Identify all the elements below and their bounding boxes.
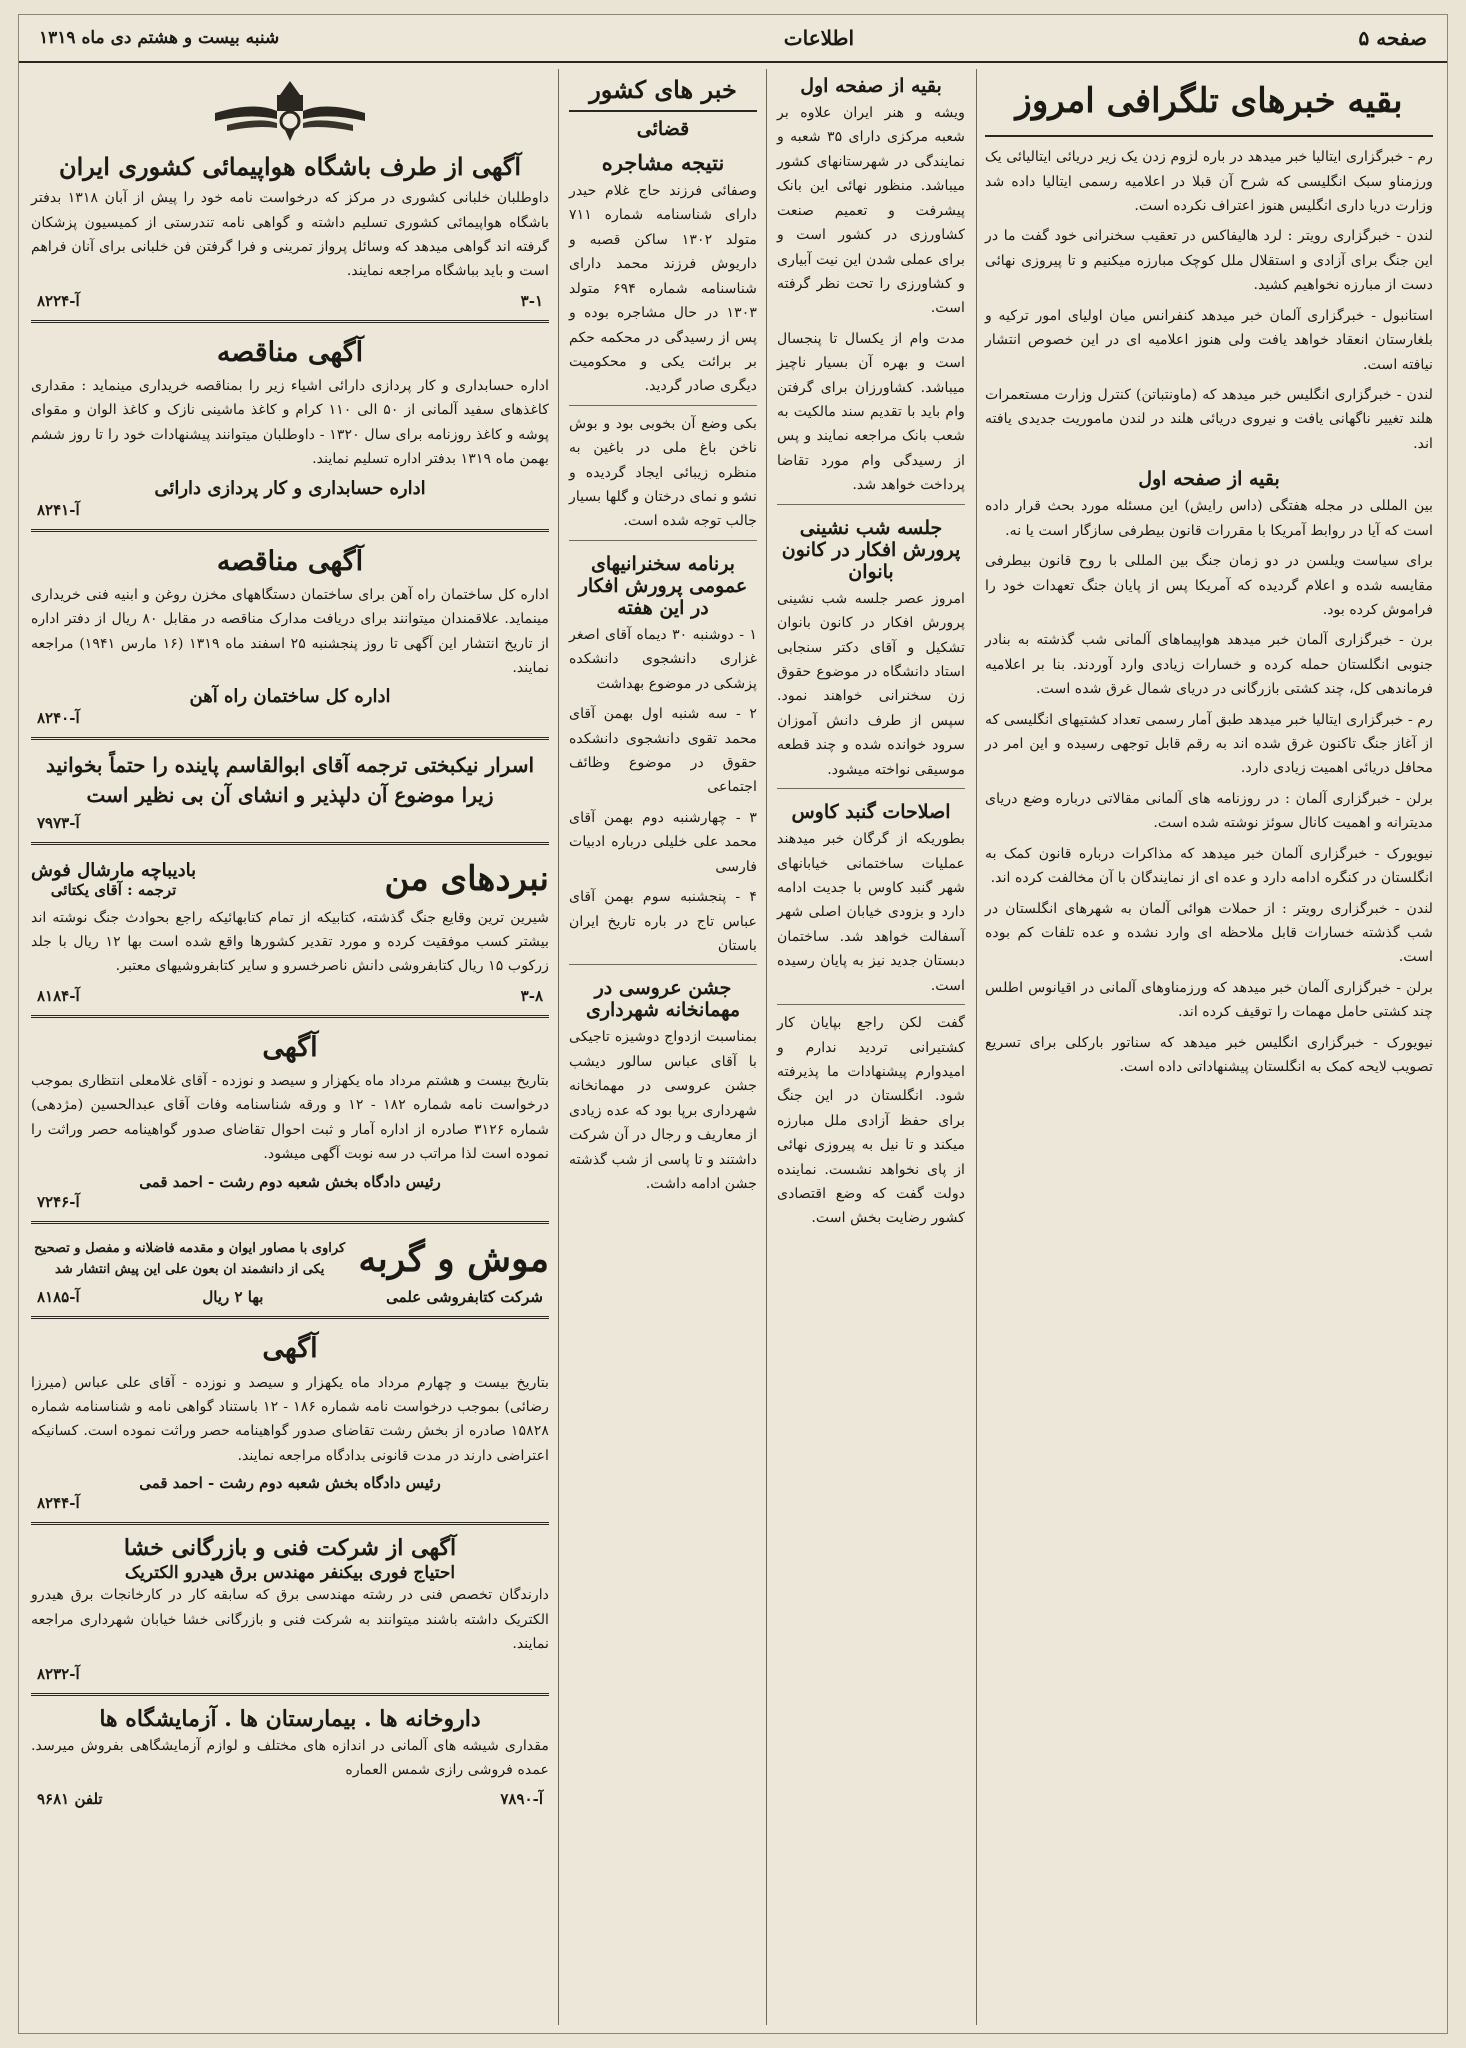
ad-text: بتاریخ بیست و چهارم مرداد ماه یکهزار و سیصد و نوزده - آقای علی عباس (میرزا رضائی) بموجب درخواست نامه شماره ۱۸۶ - ۱۲ باستناد گواهی نامه و شناسنامه شماره ۱۵۸۲۸ صادره از بخش رشت تقاضای صدور گواهینامه حصر وراثت نموده است. کسانیکه اعتراضی دارند در مدت قانونی بدادگاه مراجعه نمایند.: [31, 1374, 550, 1464]
telegraph-headline: بقیه خبرهای تلگرافی امروز: [985, 69, 1433, 137]
article-text: امروز عصر جلسه شب نشینی پرورش افکار در کانون بانوان تشکیل و آقای دکتر سنجابی استاد دانشگاه در موضوع حقوق زن سخنرانی خواهند نمود. سپس از طرف دانش آموزان سرود خوانده شده و چند قطعه موسیقی نواخته میشود.: [777, 590, 965, 778]
masthead: [19, 15, 1447, 63]
news-item: برلن - خبرگزاری آلمان : در روزنامه های آلمانی مقالاتی درباره وضع دریای مدیترانه و اهمیت کانال سوئز نوشته شده است.: [985, 790, 1433, 832]
news-item: نیویورک - خبرگزاری انگلیس خبر میدهد که سناتور بارکلی برای تسریع تصویب لایحه کمک به انگلستان پیشنهاداتی داده است.: [985, 1034, 1433, 1076]
news-item: رم - خبرگزاری ایتالیا خبر میدهد طبق آمار رسمی تعداد کشتیهای انگلیسی که از آغاز جنگ تاکنون غرق شده اند به رقم قابل توجهی رسیده و این امر در محافل دریائی اهمیت زیادی دارد.: [985, 711, 1433, 777]
ad-phone: تلفن ۹۶۸۱: [37, 1790, 103, 1809]
ad-text: اداره حسابداری و کار پردازی دارائی اشیاء زیر را بمناقصه خریداری مینماید : مقداری کاغذهای سفید آلمانی از ۵۰ الی ۱۱۰ کرام و کاغذ ماشینی نازک و کاغذ الوان و مقوای پوشه و کاغذ روزنامه برای سال ۱۳۲۰ - داوطلبان میتوانند پیشنهادات خود را تا روز ششم بهمن ماه ۱۳۱۹ بدفتر اداره تسلیم نمایند.: [31, 377, 549, 468]
ad-ref: آ-۸۱۸۵: [37, 1288, 80, 1307]
ad-text: اداره کل ساختمان راه آهن برای ساختمان دستگاههای مخزن روغن و ابنیه فنی خریداری مینماید. علاقمندان میتوانند برای دریافت مدارک مناقصه در مقابل ۸۰ ریال از دفتر اداره از تاریخ انتشار این آگهی تا روز پنجشنبه ۲۵ اسفند ماه ۱۳۱۹ (۱۶ مارس ۱۹۴۱) مراجعه نمایند.: [31, 586, 549, 677]
ad-title: آگهی: [262, 1031, 318, 1063]
newspaper-page: [18, 14, 1448, 2034]
ad-ref: آ-۸۱۸۴: [37, 986, 80, 1005]
article-title: جلسه شب نشینی پرورش افکار در کانون بانوان: [781, 516, 961, 583]
ad-ref: آ-۷۸۹۰: [500, 1790, 543, 1809]
ad-ref: آ-۷۲۴۶: [37, 1192, 80, 1211]
article-text: وصفائی فرزند حاج غلام حیدر دارای شناسنامه شماره ۷۱۱ متولد ۱۳۰۲ ساکن قصبه و داریوش فرزند محمد دارای شناسنامه شماره ۶۹۴ متولد ۱۳۰۳ در حال مشاجره بوده و پس از رسیدگی در محکمه حکم بر برائت یکی و محکومیت دیگری صادر گردید.: [569, 183, 757, 395]
continued-column: [771, 69, 971, 2025]
advertisements-column: [25, 69, 555, 2025]
domestic-headline: خبر های کشور: [569, 69, 757, 112]
ad-ref: آ-۸۲۲۴: [37, 291, 80, 310]
ad-subtitle: کراوی با مصاور ایوان و مقدمه فاضلانه و مفصل و تصحیح یکی از دانشمند ان بعون علی این پیش انتشار شد: [34, 1240, 346, 1278]
ad-title: آگهی مناقصه: [216, 545, 364, 577]
ad-title: داروخانه ها . بیمارستان ها . آزمایشگاه ها: [99, 1705, 481, 1732]
column-rule: [766, 69, 767, 2025]
article-title: برنامه سخنرانیهای عمومی پرورش افکار در این هفته: [578, 552, 748, 619]
continued-label: بقیه از صفحه اول: [1138, 468, 1280, 491]
news-item: لندن - خبرگزاری انگلیس خبر میدهد که (ماونتباتن) کنترل وزارت مستعمرات هلند تغییر ناگهانی یافت و نیروی دریائی هلند در لندن ماموریت جدیدی یافته اند.: [985, 386, 1433, 452]
ad-title: آگهی مناقصه: [216, 336, 364, 368]
ad-ref: ۳-۱: [520, 291, 543, 310]
article-text: بمناسبت ازدواج دوشیزه تاجیکی با آقای عباس سالور دیشب جشن عروسی در مهمانخانه شهرداری برپا بود که عده زیادی از معاریف و رجال در آن شرکت داشتند و تا پاسی از شب گذشته جشن ادامه داشت.: [569, 1029, 757, 1192]
domestic-news-column: [563, 69, 763, 2025]
ad-ref: آ-۷۹۷۳: [37, 814, 80, 833]
news-item: برن - خبرگزاری آلمان خبر میدهد هواپیماهای آلمانی شب گذشته به بنادر جنوبی انگلستان حمله کرده و خسارات زیادی وارد آوردند. بنا بر اعلامیه فرماندهی کل، چند کشتی بازرگانی در دریای شمال غرق شده است.: [985, 632, 1433, 698]
ad-text: بتاریخ بیست و هشتم مرداد ماه یکهزار و سیصد و نوزده - آقای غلامعلی انتظاری بموجب درخواست نامه شماره ۱۸۲ - ۱۲ و ورقه شناسنامه وفات آقای عبدالحسین (مژدهی) شماره ۳۱۲۶ صادره از اداره آمار و ثبت احوال تقاضای صدور گواهینامه حصر وراثت را نموده است لذا مراتب در سه نوبت آگهی میشود.: [31, 1072, 550, 1163]
ad-text: دارندگان تخصص فنی در رشته مهندسی برق که سابقه کار در کارخانجات برق هیدرو الکتریک داشته باشند میتوانند به شرکت فنی و بازرگانی خشا خیابان شهرداری مراجعه نمایند.: [31, 1587, 549, 1653]
news-item: لندن - خبرگزاری رویتر : از حملات هوائی آلمان به شهرهای انگلستان در شب گذشته خسارات قابل ملاحظه ای وارد نشده و عده تلفات کم بوده است.: [985, 900, 1433, 966]
column-rule: [976, 69, 977, 2025]
ad-ref: ۳-۸: [520, 986, 543, 1005]
article-text: مدت وام از یکسال تا پنجسال است و بهره آن بسیار ناچیز میباشد. کشاورزان برای گرفتن وام باید با تقدیم سند مالکیت به شعب بانک مراجعه نمایند و پس از رسیدگی وام مورد تقاضا پرداخت خواهد شد.: [777, 330, 965, 494]
ad-ref: آ-۸۲۳۲: [37, 1664, 80, 1683]
news-item: لندن - خبرگزاری رویتر : لرد هالیفاکس در تعقیب سخنرانی خود گفت ما در این جنگ برای آزادی و استقلال ملل کوچک مبارزه میکنیم و تا پیروزی نهائی دست از مبارزه نخواهیم کشید.: [985, 228, 1433, 294]
news-item: رم - خبرگزاری ایتالیا خبر میدهد در باره لزوم زدن یک زیر دریائی ایتالیائی یک ورزمناو سبک انگلیسی که شرح آن قبلا در اعلامیه رسمی ایتالیا داده شد وزارت دریا داری انگلیس هنوز اعتراف نکرده است.: [985, 149, 1433, 215]
ad-ref: آ-۸۲۴۱: [37, 500, 80, 519]
ad-signature: اداره کل ساختمان راه آهن: [189, 686, 391, 708]
ad-title: نبردهای من: [384, 859, 549, 900]
ad-text: مقداری شیشه های آلمانی در اندازه های مختلف و لوازم آزمایشگاهی بفروش میرسد. عمده فروشی رازی شمس العماره: [31, 1737, 549, 1778]
ad-publisher: شرکت کتابفروشی علمی: [386, 1288, 543, 1307]
article-title: جشن عروسی در مهمانخانه شهرداری: [585, 977, 741, 1022]
article-text: ویشه و هنر ایران علاوه بر شعبه مرکزی دارای ۳۵ شعبه و نمایندگی در شهرستانهای کشور میباشد. منظور نهائی این بانک پیشرفت و تعمیم صنعت کشاورزی در کشور است و برای عملی شدن این نیت آبیاری و کشاورزی را تحت نظر گرفته است.: [777, 105, 965, 317]
ad-translator: ترجمه : آقای یکتائی: [50, 881, 177, 900]
ad-title: موش و گربه: [358, 1237, 549, 1280]
news-item: استانبول - خبرگزاری آلمان خبر میدهد کنفرانس میان اولیای امور ترکیه و بلغارستان انعقاد خواهد یافت ولی هنوز اعلامیه ای در این خصوص انتشار نیافته است.: [985, 307, 1433, 373]
ad-price: بها ۲ ریال: [202, 1288, 264, 1307]
news-item: بین المللی در مجله هفتگی (داس رایش) این مسئله مورد بحث قرار داده است که آیا در روابط آمریکا با مقررات قانون بیطرفی سازگار است یا نه.: [985, 498, 1433, 539]
list-item: ۱ - دوشنبه ۳۰ دیماه آقای اصغر غزاری دانشجوی دانشکده پزشکی در موضوع بهداشت: [569, 626, 757, 692]
crown-emblem: [31, 69, 549, 147]
ad-title: آگهی از شرکت فنی و بازرگانی خشا: [123, 1535, 457, 1562]
ad-ref: آ-۸۲۴۴: [37, 1494, 80, 1513]
ad-ref: آ-۸۲۴۰: [37, 709, 80, 728]
issue-date: شنبه بیست و هشتم دی ماه ۱۳۱۹: [39, 28, 280, 48]
article-text: گفت لکن راجع بپایان کار کشتیرانی تردید ندارم و امیدوارم پیشنهادات ما پذیرفته شود. انگلستان در این جنگ برای حفظ آزادی ملل مبارزه میکند و تا نیل به پیروزی نهائی از پای نخواهد نشست. نماینده دولت گفت که وضع اقتصادی کشور رضایت بخش است.: [777, 1015, 965, 1227]
telegraph-news-column: [979, 69, 1439, 2025]
continued-label: بقیه از صفحه اول: [800, 75, 942, 97]
ad-signature: رئیس دادگاه بخش شعبه دوم رشت - احمد قمی: [139, 1172, 441, 1191]
ad-signature: اداره حسابداری و کار پردازی دارائی: [154, 477, 426, 499]
newspaper-title: اطلاعات: [783, 26, 855, 50]
list-item: ۴ - پنجشنبه سوم بهمن آقای عباس تاج در باره تاریخ ایران باستان: [569, 889, 757, 954]
ad-title: اسرار نیکبختی ترجمه آقای ابوالقاسم پاینده را حتماً بخوانید زیرا موضوع آن دلپذیر و انشای آن بی نظیر است: [45, 753, 535, 808]
article-title: نتیجه مشاجره: [601, 150, 725, 175]
ad-title: آگهی: [262, 1333, 318, 1365]
news-item: برای سیاست ویلسن در دو زمان جنگ بین المللی با روح قانون بیطرفی مقایسه شده و اعلام گردیده که آمریکا پس از پایان جنگ تعهدات خود را فراموش کرده بود.: [985, 553, 1433, 618]
page-number: صفحه ۵: [1358, 26, 1427, 50]
section-label: قضائی: [636, 118, 690, 140]
article-text: بطوریکه از گرگان خبر میدهند عملیات ساختمانی خیابانهای شهر گنبد کاوس با جدیت ادامه دارد و بزودی خیابان اصلی شهر آسفالت خواهد شد. ساختمان دبستان جدید نیز به پایان رسیده است.: [777, 831, 965, 994]
list-item: ۳ - چهارشنبه دوم بهمن آقای محمد علی خلیلی درباره ادبیات فارسی: [569, 809, 757, 875]
ad-subtitle: احتیاج فوری بیکنفر مهندس برق هیدرو الکتریک: [124, 1563, 456, 1584]
ad-title: آگهی از طرف باشگاه هواپیمائی کشوری ایران: [58, 152, 522, 181]
news-item: نیویورک - خبرگزاری آلمان خبر میدهد که مذاکرات درباره قانون کمک به انگلستان در کنگره ادامه دارد و عده ای از نمایندگان با آن مخالفت کرده اند.: [985, 845, 1433, 887]
article-title: اصلاحات گنبد کاوس: [791, 801, 951, 824]
ad-text: داوطلبان خلبانی کشوری در مرکز که درخواست نامه خود را پیش از آبان ۱۳۱۸ بدفتر باشگاه هواپیمائی کشوری تسلیم داشته و گواهی نامه تندرستی از کمیسیون پزشکان گرفته اند گواهی میدهد که وسائل پرواز تمرینی و فرا گرفتن فن خلبانی برای آنان فراهم است و باید بباشگاه مراجعه نمایند.: [31, 190, 549, 280]
news-item: برلن - خبرگزاری آلمان خبر میدهد که ورزمناوهای آلمانی در اقیانوس اطلس چند کشتی حامل مهمات را توقیف کرده اند.: [985, 979, 1433, 1021]
ad-subtitle: بادیباچه مارشال فوش: [31, 860, 197, 882]
ad-signature: رئیس دادگاه بخش شعبه دوم رشت - احمد قمی: [139, 1474, 441, 1493]
column-rule: [558, 69, 559, 2025]
list-item: ۲ - سه شنبه اول بهمن آقای محمد تقوی دانشجوی دانشکده حقوق در موضوع وظائف اجتماعی: [569, 706, 757, 796]
ad-text: شیرین ترین وقایع جنگ گذشته، کتابیکه از تمام کتابهائیکه راجع بحوادث جنگ نوشته اند بیشتر کسب موفقیت کرده و مورد تقدیر کشورها واقع شده است بها ۱۲ ریال با جلد زرکوب ۱۵ ریال کتابفروشی دانش ناصرخسرو و سایر کتابفروشیهای معتبر.: [31, 909, 549, 975]
article-text: بکی وضع آن بخوبی بود و بوش ناخن باغ ملی در باغین به منظره زیبائی ایجاد گردیده و نشو و نمای درختان و گلها بسیار جالب توجه شده است.: [569, 415, 757, 530]
